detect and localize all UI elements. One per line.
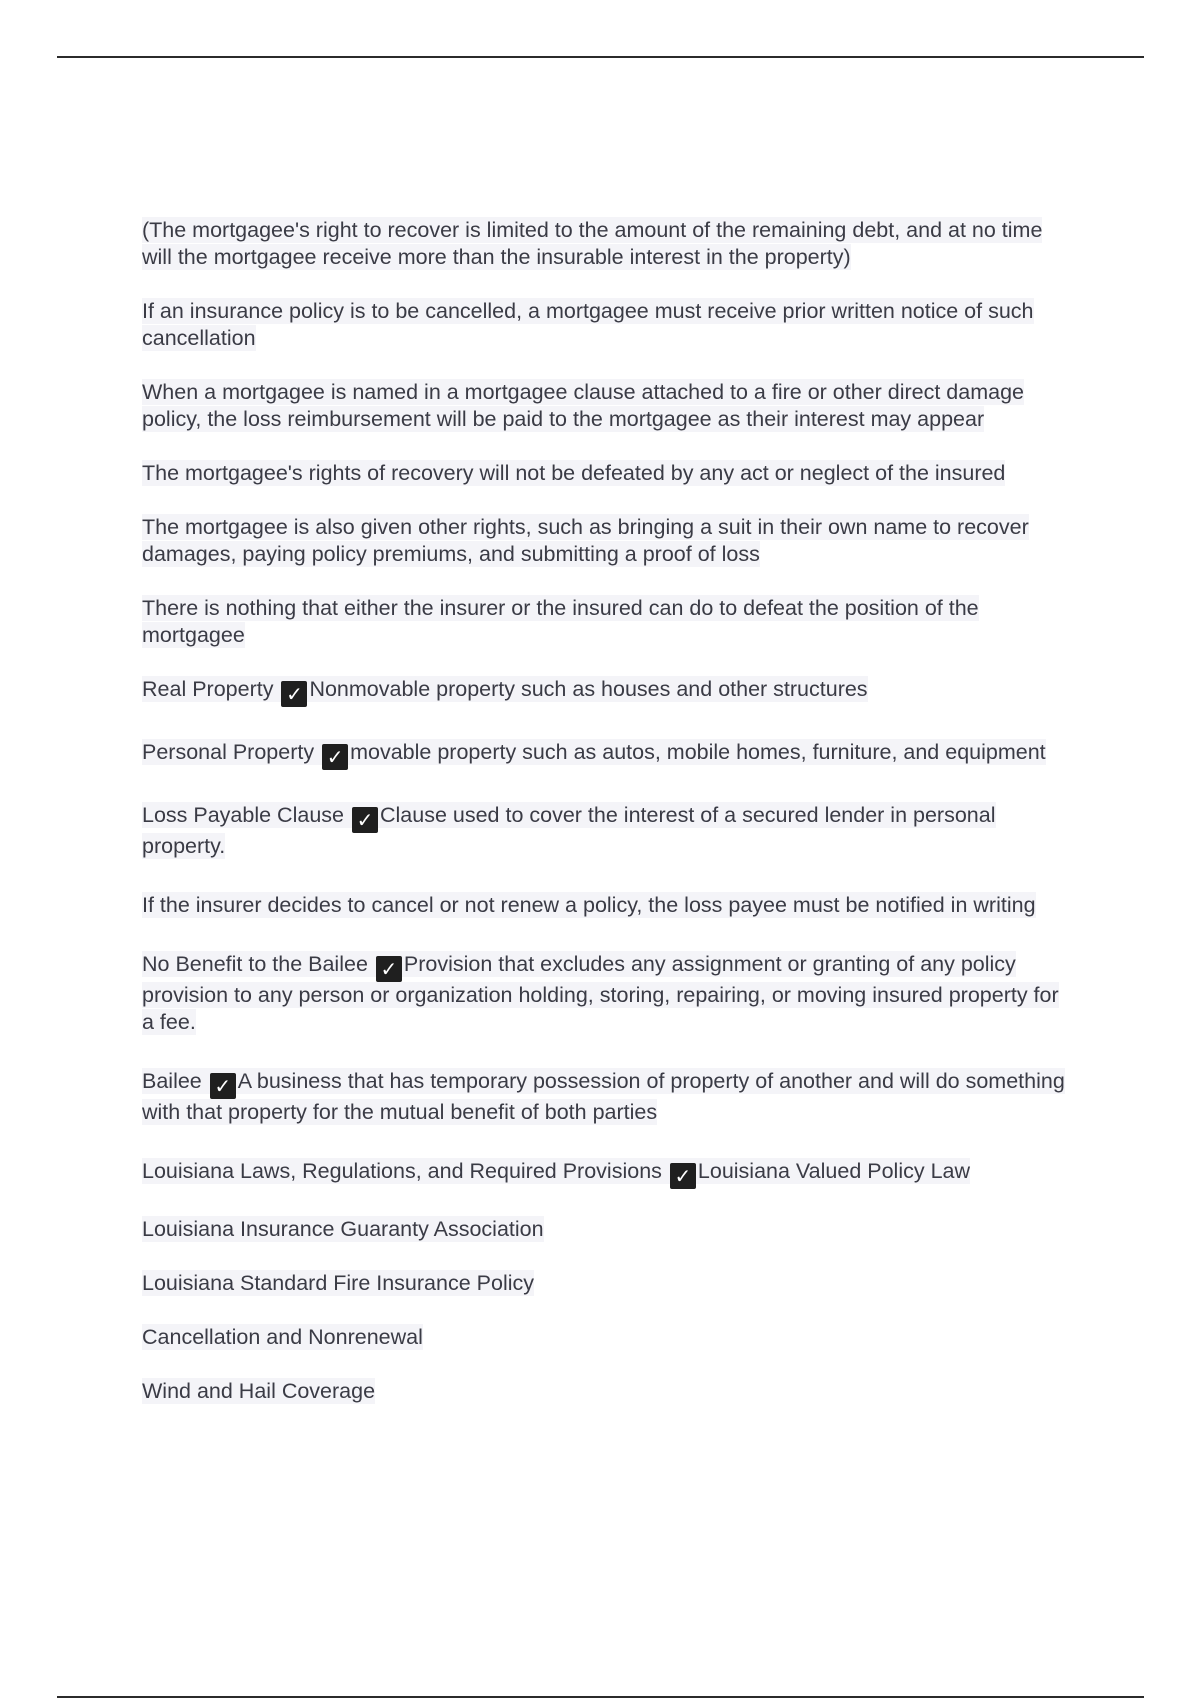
topic-text: Louisiana Insurance Guaranty Association: [142, 1217, 544, 1241]
paragraph-text: (The mortgagee's right to recover is limited to the amount of the remaining debt, and at no time will the mortgagee receive more than the insurable interest in the property): [142, 218, 1043, 269]
checkbox-checked-icon: ✓: [376, 956, 402, 982]
paragraph-text: There is nothing that either the insurer or the insured can do to defeat the position of the mortgagee: [142, 596, 979, 647]
term-definition-text: Nonmovable property such as houses and other structures: [309, 677, 868, 701]
term-definition: [142, 676, 1072, 707]
paragraph-text: If an insurance policy is to be cancelled, a mortgagee must receive prior written notice of such cancellation: [142, 299, 1034, 350]
topic-text: Louisiana Standard Fire Insurance Policy: [142, 1271, 534, 1295]
topic-line: [142, 1216, 1072, 1243]
term-definition: [142, 1068, 1072, 1126]
paragraph: [142, 217, 1072, 271]
paragraph: [142, 514, 1072, 568]
paragraph-text: When a mortgagee is named in a mortgagee clause attached to a fire or other direct damage policy, the loss reimbursement will be paid to the mortgagee as their interest may appear: [142, 380, 1025, 431]
checkbox-checked-icon: ✓: [322, 744, 348, 770]
bottom-rule: [57, 1696, 1144, 1698]
checkbox-checked-icon: ✓: [670, 1163, 696, 1189]
term-definition-text: A business that has temporary possession of property of another and will do something with that property for the mutual benefit of both parties: [142, 1069, 1065, 1124]
term-label: Louisiana Laws, Regulations, and Required Provisions: [142, 1159, 662, 1183]
paragraph: [142, 595, 1072, 649]
term-label: Bailee: [142, 1069, 202, 1093]
document-body: [142, 217, 1072, 1432]
topic-line: [142, 1324, 1072, 1351]
topic-text: Wind and Hail Coverage: [142, 1379, 376, 1403]
term-label: Real Property: [142, 677, 274, 701]
paragraph-text: The mortgagee's rights of recovery will not be defeated by any act or neglect of the insured: [142, 461, 1006, 485]
term-definition: [142, 1158, 1072, 1189]
topic-line: [142, 1378, 1072, 1405]
top-rule: [57, 56, 1144, 58]
topic-line: [142, 1270, 1072, 1297]
term-definition: [142, 951, 1072, 1036]
term-label: No Benefit to the Bailee: [142, 952, 368, 976]
paragraph: [142, 460, 1072, 487]
term-label: Loss Payable Clause: [142, 803, 344, 827]
term-definition-text: Louisiana Valued Policy Law: [697, 1159, 971, 1183]
term-definition-text: Clause used to cover the interest of a secured lender in personal property.: [142, 803, 996, 858]
paragraph: [142, 298, 1072, 352]
paragraph-text: The mortgagee is also given other rights, such as bringing a suit in their own name to recover damages, paying policy premiums, and submitting a proof of loss: [142, 515, 1029, 566]
checkbox-checked-icon: ✓: [210, 1073, 236, 1099]
term-definition-text: movable property such as autos, mobile homes, furniture, and equipment: [350, 740, 1046, 764]
term-label: Personal Property: [142, 740, 315, 764]
term-definition: [142, 802, 1072, 860]
paragraph: [142, 892, 1072, 919]
topic-text: Cancellation and Nonrenewal: [142, 1325, 423, 1349]
term-definition: [142, 739, 1072, 770]
checkbox-checked-icon: ✓: [281, 681, 307, 707]
checkbox-checked-icon: ✓: [352, 807, 378, 833]
paragraph-text: If the insurer decides to cancel or not renew a policy, the loss payee must be notified in writing: [142, 893, 1036, 917]
term-definition-text: Provision that excludes any assignment or granting of any policy provision to any person or organization holding, storing, repairing, or moving insured property for a fee.: [142, 952, 1059, 1034]
paragraph: [142, 379, 1072, 433]
